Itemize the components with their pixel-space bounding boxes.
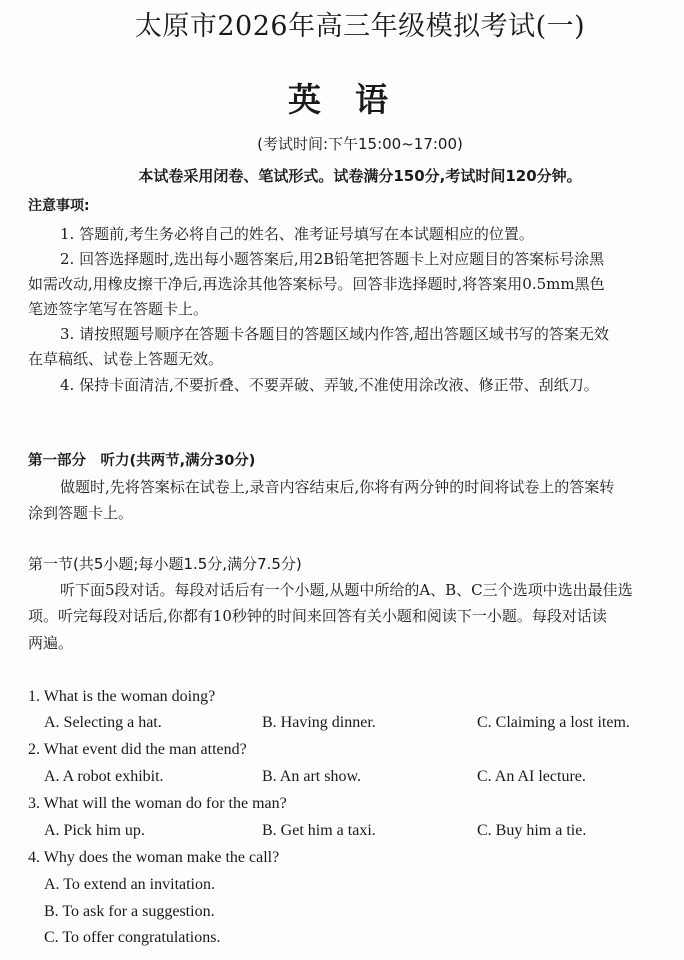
notes-line: 笔迹签字笔写在答题卡上。 <box>28 300 209 318</box>
exam-time: (考试时间:下午15:00~17:00) <box>257 135 463 153</box>
notes-line: 在草稿纸、试卷上答题无效。 <box>28 350 224 368</box>
notes-line: 如需改动,用橡皮擦干净后,再选涂其他答案标号。回答非选择题时,将答案用0.5mm黑色 <box>28 275 605 293</box>
exam-title: 太原市2026年高三年级模拟考试(一) <box>134 11 586 42</box>
question-4-option-a: A. To extend an invitation. <box>44 876 215 893</box>
exam-instruction: 本试卷采用闭卷、笔试形式。试卷满分150分,考试时间120分钟。 <box>138 167 582 185</box>
question-3-option-c: C. Buy him a tie. <box>477 822 587 839</box>
question-1-option-a: A. Selecting a hat. <box>44 714 162 731</box>
notes-heading: 注意事项: <box>28 198 90 214</box>
section1-heading: 第一节(共5小题;每小题1.5分,满分7.5分) <box>28 555 302 573</box>
part1-intro-line: 涂到答题卡上。 <box>28 504 134 522</box>
question-2-option-a: A. A robot exhibit. <box>44 768 164 785</box>
question-3-option-b: B. Get him a taxi. <box>262 822 376 839</box>
question-4-option-c: C. To offer congratulations. <box>44 929 221 946</box>
question-1-option-c: C. Claiming a lost item. <box>477 714 630 731</box>
notes-line: 4. 保持卡面清洁,不要折叠、不要弄破、弄皱,不准使用涂改液、修正带、刮纸刀。 <box>60 376 599 394</box>
question-4-option-b: B. To ask for a suggestion. <box>44 903 215 920</box>
section1-intro-line: 听下面5段对话。每段对话后有一个小题,从题中所给的A、B、C三个选项中选出最佳选 <box>60 581 633 599</box>
question-3-option-a: A. Pick him up. <box>44 822 145 839</box>
section1-intro-line: 两遍。 <box>28 634 74 652</box>
section1-intro-line: 项。听完每段对话后,你都有10秒钟的时间来回答有关小题和阅读下一小题。每段对话读 <box>28 607 607 625</box>
question-2-option-b: B. An art show. <box>262 768 361 785</box>
question-1-option-b: B. Having dinner. <box>262 714 376 731</box>
question-2-text: 2. What event did the man attend? <box>28 741 247 758</box>
question-2-option-c: C. An AI lecture. <box>477 768 586 785</box>
question-4-text: 4. Why does the woman make the call? <box>28 849 280 866</box>
part1-intro-line: 做题时,先将答案标在试卷上,录音内容结束后,你将有两分钟的时间将试卷上的答案转 <box>60 478 615 496</box>
notes-line: 2. 回答选择题时,选出每小题答案后,用2B铅笔把答题卡上对应题目的答案标号涂黑 <box>60 250 605 268</box>
question-1-text: 1. What is the woman doing? <box>28 688 216 705</box>
subject-title: 英语 <box>288 80 422 119</box>
notes-line: 3. 请按照题号顺序在答题卡各题目的答题区域内作答,超出答题区域书写的答案无效 <box>60 325 609 343</box>
question-3-text: 3. What will the woman do for the man? <box>28 795 287 812</box>
part1-heading: 第一部分 听力(共两节,满分30分) <box>28 453 256 469</box>
notes-line: 1. 答题前,考生务必将自己的姓名、准考证号填写在本试题相应的位置。 <box>60 225 534 243</box>
